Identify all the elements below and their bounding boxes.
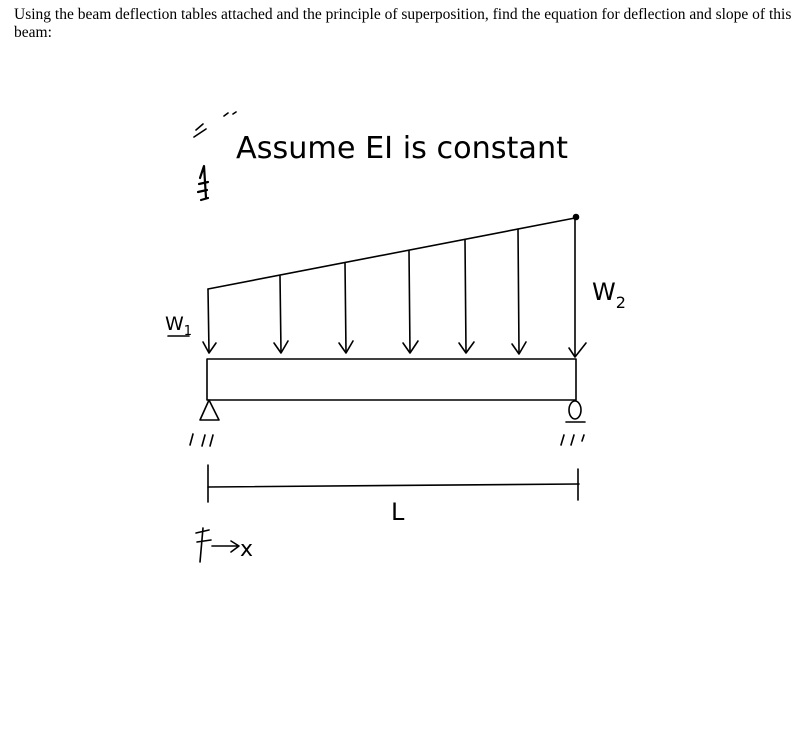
axis-arrow <box>212 541 239 552</box>
load-end-dot <box>574 215 579 220</box>
ground-hatch <box>561 435 584 445</box>
load-arrow-shaft <box>465 240 466 352</box>
left-load-letter: W <box>165 313 184 335</box>
left-load-label <box>165 313 192 339</box>
distributed-load <box>203 218 586 357</box>
load-top-line <box>208 218 575 289</box>
pen-scribble-blot <box>198 166 208 200</box>
length-dimension <box>208 465 579 502</box>
pen-scribble-marks <box>194 112 236 137</box>
load-arrow-shaft <box>518 229 519 352</box>
right-load-letter: W <box>592 278 616 306</box>
length-label: L <box>391 498 405 526</box>
right-load-subscript: 2 <box>615 293 626 312</box>
beam <box>207 359 576 400</box>
load-arrow-shaft <box>345 263 346 352</box>
roller-support <box>561 401 585 445</box>
axis-origin-marker <box>196 528 239 562</box>
ground-hatch <box>190 434 213 446</box>
left-load-subscript: 1 <box>183 324 193 339</box>
load-arrow-shaft <box>409 251 410 352</box>
pin-support <box>190 400 219 446</box>
note-text: Assume EI is constant <box>236 131 569 166</box>
right-load-label <box>592 278 626 312</box>
load-arrowhead <box>569 343 586 357</box>
load-arrow-shaft <box>208 289 209 352</box>
question-text: Using the beam deflection tables attached and the principle of superposition, find the equation for deflection and slope of this beam: <box>14 6 792 41</box>
axis-label: x <box>240 537 254 562</box>
load-arrow-shaft <box>280 276 281 352</box>
